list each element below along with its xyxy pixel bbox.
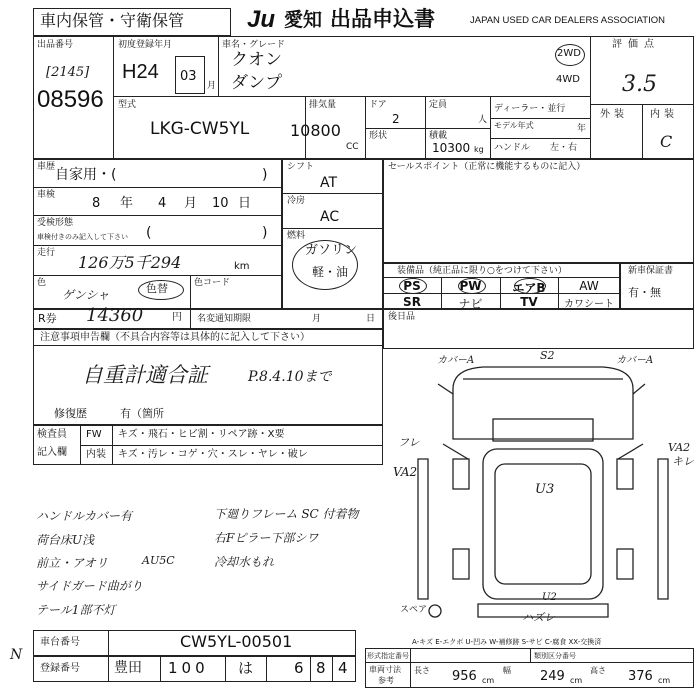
comment-8: 冷却水もれ [214,555,275,569]
load-value: 10300 [432,141,471,155]
inspector-row1-cat: FW [86,429,102,440]
mileage-unit: km [234,261,250,272]
mark-right: VA2 [668,441,691,454]
inspection-day: 10 [212,196,229,211]
chassis-value: CW5YL-00501 [180,632,293,651]
equip-ps: PS [403,279,421,293]
inspection-year: 8 [92,196,101,211]
comment-7: 右Fピラー下部シワ [214,531,319,545]
mark-left-side: VA2 [393,465,418,479]
plate-class: 100 [168,659,209,677]
width-label: 幅 [503,666,511,675]
recycle-unit: 円 [172,312,182,323]
exterior-label: 外装 [600,109,628,120]
inspector-row1: キズ・飛石・ヒビ割・リペア跡・X要 [118,429,285,440]
car-name-label: 車名・グレード [222,40,286,50]
brand-name: 愛知 [284,10,323,31]
mark-top-left: カバーA [437,355,475,366]
fuel-value: ガソリン [305,243,358,258]
storage-tag-box [33,8,231,36]
capacity-unit: 人 [478,115,488,125]
notes-text: 自重計適合証 [82,363,208,387]
displacement-label: 排気量 [309,100,337,110]
comment-6: 下廻りフレーム SC 付着物 [214,507,359,521]
shift-label: シフト [287,162,315,172]
tax-label: 名変通知期限 [197,314,252,324]
equip-sr: SR [403,295,421,309]
rear-notes-box [383,309,694,349]
displacement-value: 10800 [290,121,341,140]
mark-right-sub: キレ [672,455,694,468]
height-label: 高さ [590,666,606,675]
plate-digit-2: 8 [316,659,326,677]
inspector-label: 検査員 [37,429,67,440]
storage-tag: 車内保管・守衛保管 [40,13,185,30]
height-value: 376 [628,669,653,684]
color-change-label: 色替 [146,282,168,295]
inspector-entry-label: 記入欄 [37,447,67,458]
history-close: ) [262,167,268,183]
reception-open: ( [146,225,152,241]
mark-top: S2 [540,349,555,362]
color-code-label: 色コード [194,278,231,288]
displacement-unit: CC [346,142,359,152]
inspection-month-unit: 月 [184,196,198,211]
equip-navi: ナビ [458,297,483,311]
load-label: 積載 [429,131,448,141]
registration-month: 03 [180,69,197,84]
width-value: 249 [540,669,565,684]
rear-notes-label: 後日品 [388,312,416,322]
top-grid [33,36,694,159]
registration-month-unit: 月 [207,81,217,91]
tax-month-unit: 月 [312,314,322,324]
size-label: 車両寸法 [369,665,401,674]
shape-label: 形状 [369,131,388,141]
width-unit: cm [570,676,583,685]
fuel-label: 燃料 [287,231,306,241]
handle-label: ハンドル [494,143,531,153]
notes-label: 注意事項申告欄（不具合内容等は具体的に記入して下さい） [40,332,310,343]
mark-top-right: カバーA [616,355,654,366]
comment-1: ハンドルカバー有 [36,509,133,523]
form-title: 出品申込書 [330,8,435,31]
drive-2wd: 2WD [557,48,581,59]
height-unit: cm [658,676,671,685]
comment-4: サイドガード曲がり [36,579,143,593]
mark-spare: スペア [400,605,428,615]
aircon-value: AC [320,209,340,225]
length-label: 長さ [414,666,430,675]
plate-digit-3: 4 [338,659,348,677]
tax-day-unit: 日 [366,314,376,324]
mark-left: フレ [398,436,420,449]
equip-pw: PW [459,279,482,293]
sales-point-label: セールスポイント（正常に機能するものに記入） [388,162,586,172]
doors-value: 2 [392,112,400,126]
reception-label: 受検形態 [37,218,74,228]
model-year-unit: 年 [577,124,587,134]
handle-options: 左・右 [550,143,578,153]
comment-mid-left: AU5C [142,554,175,567]
inspector-row2-cat: 内装 [86,449,106,460]
shift-value: AT [320,175,338,191]
comment-5: テール1部不灯 [36,603,116,617]
spec-label: 形式指定番号 [367,652,409,660]
interior-label: 内装 [650,109,678,120]
drive-4wd: 4WD [556,74,580,85]
score-value: 3.5 [622,72,657,97]
equip-leather: カワシート [564,299,614,310]
history-label: 車歴 [37,162,56,172]
registration-label: 初度登録年月 [118,40,173,50]
comment-2: 荷台床U浅 [36,533,95,547]
repair-label: 修復歴 [54,407,87,420]
load-unit: kg [474,145,484,154]
reception-close: ) [262,225,268,241]
history-value: 自家用・( [55,167,117,183]
mark-bottom: ハズレ [522,611,555,624]
lot-label: 出品番号 [37,40,74,50]
mileage-label: 走行 [37,248,56,258]
interior-value: C [660,132,673,151]
dealer-label: ディーラー・並行 [494,104,566,114]
margin-mark: N [10,647,23,663]
equipment-label: 装備品（純正品に限り○をつけて下さい） [397,266,567,276]
association-name: JAPAN USED CAR DEALERS ASSOCIATION [470,15,665,26]
repair-value: 有（箇所 [120,407,164,420]
inspection-label: 車検 [37,190,56,200]
damage-legend: A-キズ E-エクボ U-凹み W-補修跡 S-サビ C-腐食 XX-交換済 [412,638,602,646]
comment-3: 前立・アオリ [36,556,108,570]
sales-point-box [383,159,694,263]
registration-era-year: H24 [122,61,159,83]
lot-number: 08596 [37,86,104,113]
plate-region: 豊田 [114,660,142,676]
recycle-value: 14360 [86,305,144,326]
model-year-label: モデル年式 [494,121,534,130]
chassis-label: 車台番号 [40,637,80,648]
color-value: ゲンシャ [62,288,110,302]
inspector-row2: キズ・汚レ・コゲ・穴・スレ・ヤレ・破レ [118,449,308,460]
mark-center: U3 [535,482,555,497]
lot-sub-number: [2145] [46,65,90,80]
doors-label: ドア [369,100,387,110]
equip-tv: TV [520,295,538,309]
model-label: 型式 [118,100,137,110]
plate-digit-1: 6 [294,659,304,677]
inspection-year-unit: 年 [120,196,134,211]
mark-bottom-center: U2 [542,592,557,603]
car-grade: ダンプ [231,73,283,93]
mileage-value: 126万5千294 [78,253,182,272]
inspection-month: 4 [158,196,167,211]
size-ref-label: 参考 [378,676,394,685]
equip-airbag: エアB [512,281,546,295]
car-name: クオン [231,50,282,70]
reception-note: 車検付きのみ記入して下さい [37,233,128,241]
warranty-label: 新車保証書 [628,266,674,276]
length-unit: cm [482,676,495,685]
plate-kana: は [238,659,254,677]
inspection-day-unit: 日 [238,196,252,211]
equip-aw: AW [579,279,599,293]
category-label: 類別区分番号 [534,652,576,660]
color-label: 色 [37,278,47,288]
plate-label: 登録番号 [40,663,80,674]
model-value: LKG-CW5YL [150,119,250,139]
score-label: 評価点 [612,39,660,50]
capacity-label: 定員 [429,100,448,110]
notes-date: P.8.4.10まで [248,369,332,385]
fuel-alt: 軽・油 [312,265,349,279]
warranty-value: 有・無 [628,286,661,299]
recycle-label: R券 [38,312,57,325]
brand-mark: Ju [247,6,276,33]
aircon-label: 冷房 [287,196,306,206]
length-value: 956 [452,669,477,684]
